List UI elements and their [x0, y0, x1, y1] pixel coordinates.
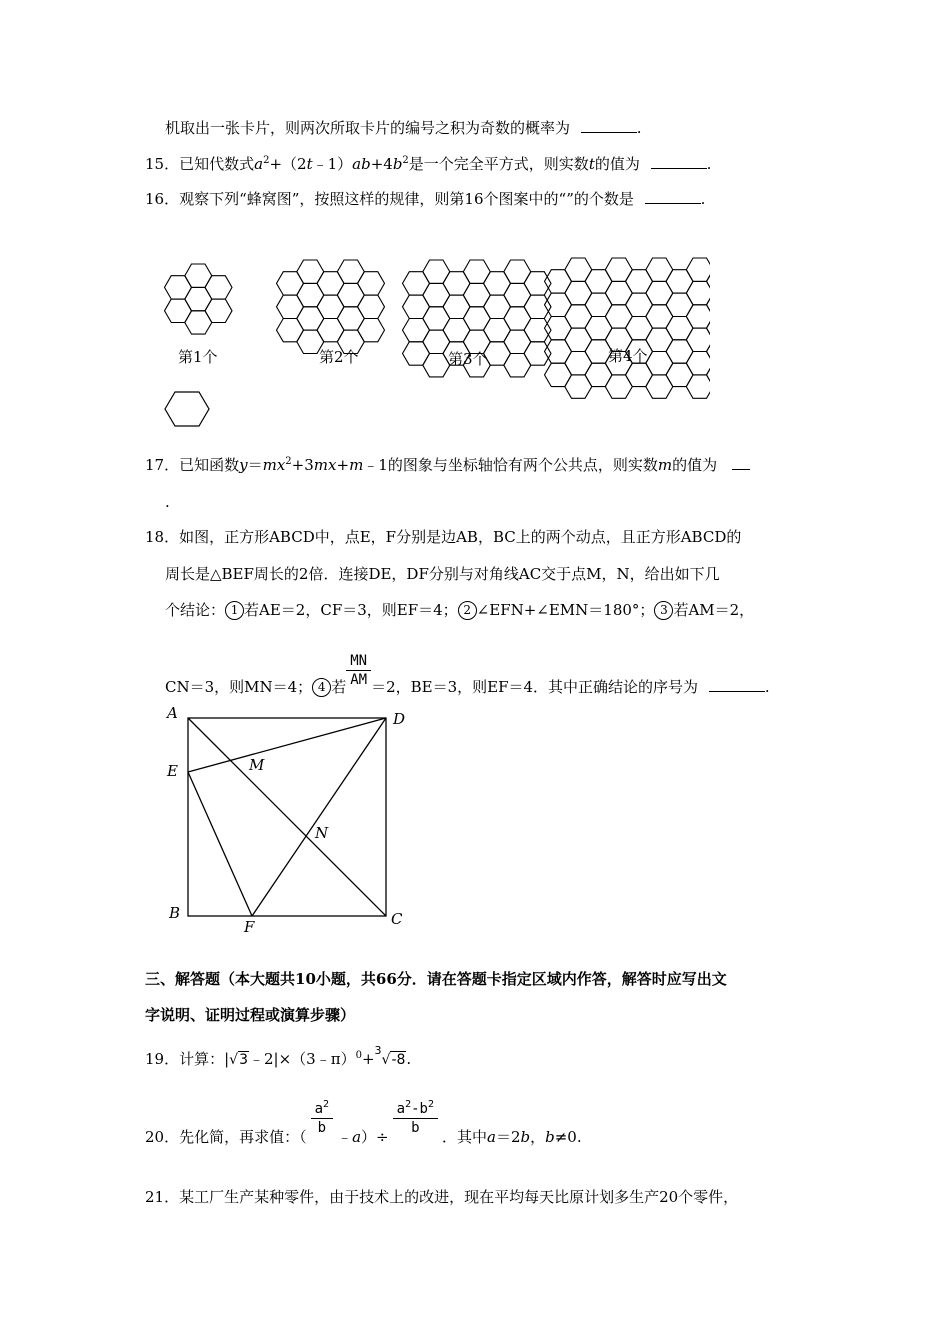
q16-number: 16．	[145, 190, 180, 208]
honeycomb-cell-fig3	[443, 295, 470, 318]
honeycomb-cell-fig4	[707, 270, 711, 293]
honeycomb-cell-fig3	[524, 342, 551, 365]
honeycomb-cell-fig4	[646, 305, 673, 328]
segment-de	[188, 718, 386, 772]
honeycomb-cell-fig4	[565, 375, 592, 398]
q17-text: 已知函数	[179, 456, 240, 474]
honeycomb-cell-fig4	[626, 363, 653, 386]
honeycomb-cell-fig3	[463, 260, 490, 283]
label-m: M	[249, 756, 265, 774]
honeycomb-cell-fig4	[646, 375, 673, 398]
honeycomb-cell-fig3	[423, 330, 450, 353]
question-20	[145, 1100, 582, 1162]
honeycomb-cell-fig3	[524, 319, 551, 342]
q18-line1	[145, 527, 741, 547]
q17-var-m: m	[349, 456, 364, 474]
f1-exp: 2	[323, 1099, 330, 1110]
label-a: A	[167, 704, 178, 722]
honeycomb-cell-fig2	[337, 283, 364, 306]
f2-minus-b: -b	[411, 1101, 428, 1117]
f2-exp2: 2	[427, 1099, 434, 1110]
honeycomb-cell-fig2	[277, 295, 304, 318]
honeycomb-cell-fig1	[185, 287, 212, 310]
q20-fraction2	[393, 1100, 438, 1137]
q19-number: 19．	[145, 1050, 180, 1068]
q18-text3c: ∠EFN+∠EMN＝180°；	[476, 601, 655, 619]
honeycomb-cell-fig2	[317, 295, 344, 318]
q14-continuation: 机取出一张卡片，则两次所取卡片的编号之积为奇数的概率为 .	[165, 119, 642, 137]
honeycomb-cell-fig2	[297, 307, 324, 330]
question-16: 16．观察下列“蜂窝图”，按照这样的规律，则第16个图案中的“”的个数是 .	[145, 190, 706, 208]
honeycomb-cell-fig4	[686, 352, 710, 375]
honeycomb-cell-fig4	[545, 363, 572, 386]
question-17: 17．已知函数$y=mx^2+3mx+m﹣1$的图象与坐标轴恰有两个公共点，则实数m的值为	[145, 455, 750, 475]
honeycomb-cell-fig4	[686, 328, 710, 351]
q18-number: 18．	[145, 528, 180, 546]
single-hexagon	[164, 391, 210, 427]
fraction-numerator: MN	[346, 652, 371, 671]
honeycomb-cell-fig3	[484, 342, 511, 365]
honeycomb-cell-fig4	[646, 328, 673, 351]
f2-exp1: 2	[405, 1099, 412, 1110]
honeycomb-cell-fig4	[585, 293, 612, 316]
honeycomb-cell-fig3	[504, 283, 531, 306]
circle-3: 3	[654, 601, 673, 620]
question-21	[145, 1187, 738, 1207]
q17-var-y: y	[239, 456, 248, 474]
caption-1: 第1个	[178, 348, 218, 366]
honeycomb-cell-fig3	[504, 307, 531, 330]
q20-fraction1	[311, 1100, 333, 1137]
honeycomb-cell-fig2	[358, 272, 385, 295]
honeycomb-cell-fig4	[707, 340, 711, 363]
q14-answer-blank[interactable]	[581, 118, 637, 133]
question-19	[145, 1045, 411, 1074]
honeycomb-cell-fig3	[524, 272, 551, 295]
f2-a: a	[396, 1101, 406, 1117]
q20-var-a2: a	[487, 1128, 496, 1146]
q18-text1: 如图，正方形ABCD中，点E，F分别是边AB，BC上的两个动点，且正方形ABCD的	[179, 528, 742, 546]
q17-answer-blank[interactable]	[732, 455, 750, 470]
q15-number: 15．	[145, 155, 180, 173]
honeycomb-cell-fig4	[605, 375, 632, 398]
honeycomb-cell-fig1	[185, 264, 212, 287]
q17-text5: ﹣1的图象与坐标轴恰有两个公共点，则实数	[363, 456, 658, 474]
caption-2: 第2个	[319, 348, 359, 366]
q21-number: 21．	[145, 1188, 180, 1206]
q20-text5: ＝2	[495, 1128, 521, 1146]
q18-text3d: 若AM＝2，	[673, 601, 755, 619]
q15-text5: 是一个完全平方式，则实数	[408, 155, 589, 173]
honeycomb-cell-fig3	[423, 307, 450, 330]
q18-text3a: 个结论：	[165, 601, 226, 619]
q20-fraction1-numerator	[311, 1100, 333, 1119]
honeycomb-cell-fig3	[504, 330, 531, 353]
honeycomb-cell-fig4	[626, 270, 653, 293]
q15-exp: 2	[263, 155, 270, 166]
honeycomb-cell-fig4	[686, 375, 710, 398]
honeycomb-cell-fig4	[605, 258, 632, 281]
honeycomb-figures	[150, 250, 710, 430]
q18-line2: 周长是△BEF周长的2倍．连接DE，DF分别与对角线AC交于点M，N，给出如下几	[165, 565, 720, 583]
honeycomb-cell-fig2	[358, 319, 385, 342]
honeycomb-cell-fig3	[423, 283, 450, 306]
q18-text4c: ＝2，BE＝3，则EF＝4．其中正确结论的序号为	[371, 678, 699, 696]
honeycomb-cell-fig3	[484, 272, 511, 295]
cube-root-index: 3	[374, 1044, 382, 1057]
honeycomb-cell-fig2	[297, 283, 324, 306]
honeycomb-cell-fig1	[205, 299, 232, 322]
honeycomb-cell-fig2	[358, 295, 385, 318]
honeycomb-cell-fig4	[626, 293, 653, 316]
honeycomb-cell-fig2	[337, 260, 364, 283]
q20-var-b: b	[520, 1128, 531, 1146]
honeycomb-cell-fig4	[646, 258, 673, 281]
honeycomb-cell-fig3	[403, 342, 430, 365]
q17-var-mx: mx	[262, 456, 286, 474]
diagonal-ac	[188, 718, 386, 916]
honeycomb-cell-fig3	[403, 295, 430, 318]
q15-text2: +（2	[269, 155, 307, 173]
q20-text4: ．其中	[441, 1128, 487, 1146]
honeycomb-cell-fig4	[666, 363, 693, 386]
honeycomb-cell-fig4	[605, 305, 632, 328]
q18-answer-blank[interactable]	[709, 677, 765, 692]
honeycomb-cell-fig4	[666, 293, 693, 316]
label-b: B	[169, 904, 181, 922]
honeycomb-cell-fig1	[165, 299, 192, 322]
honeycomb-cell-fig3	[504, 354, 531, 377]
caption-3: 第3个	[448, 350, 488, 368]
q15-var-t2: t	[588, 155, 595, 173]
q20-fraction1-denominator: b	[317, 1120, 327, 1136]
q20-fraction2-denominator: b	[411, 1120, 420, 1136]
q17-var-m2: m	[657, 456, 673, 474]
caption-4: 第4个	[608, 347, 648, 365]
q15-text: 已知代数式	[179, 155, 255, 173]
label-e: E	[167, 762, 178, 780]
sqrt-radicand: 3	[239, 1052, 248, 1068]
fraction-denominator: AM	[350, 672, 368, 688]
label-f: F	[244, 918, 255, 936]
honeycomb-cell-fig2	[317, 272, 344, 295]
honeycomb-cell-fig4	[565, 352, 592, 375]
honeycomb-cell-fig4	[565, 305, 592, 328]
honeycomb-cell-fig4	[565, 281, 592, 304]
honeycomb-cell-fig3	[423, 260, 450, 283]
question-15: 15．已知代数式$a^2+(2t﹣1)ab+4b^2$是一个完全平方式，则实数t的值为 .	[145, 155, 712, 173]
q14-text: 机取出一张卡片，则两次所取卡片的编号之积为奇数的概率为	[165, 119, 571, 137]
q19-text1: 计算：|	[179, 1050, 230, 1068]
q21-text: 某工厂生产某种零件，由于技术上的改进，现在平均每天比原计划多生产20个零件，	[179, 1188, 739, 1206]
q17-text3: +3	[291, 456, 314, 474]
honeycomb-cell-fig3	[484, 295, 511, 318]
q20-var-b2: b	[545, 1128, 555, 1146]
q19-text2: ﹣2|×（3﹣π）	[249, 1050, 356, 1068]
honeycomb-cell-fig4	[545, 340, 572, 363]
q17-text4: +	[336, 456, 350, 474]
q17-var-mx2: mx	[313, 456, 337, 474]
q20-text2: ﹣	[337, 1128, 353, 1146]
q20-text1: 先化简，再求值：（	[179, 1128, 307, 1146]
cube-root-neg8: $^3$√-8	[374, 1044, 406, 1068]
honeycomb-cell-fig4	[686, 305, 710, 328]
q15-text4: +4	[370, 155, 393, 173]
honeycomb-cell-fig4	[686, 281, 710, 304]
label-d: D	[393, 710, 406, 728]
q17-text6: 的值为	[672, 456, 718, 474]
honeycomb-cell-fig3	[463, 283, 490, 306]
q20-var-a: a	[352, 1128, 362, 1146]
q18-text4a: CN＝3，则MN＝4；	[165, 678, 313, 696]
q15-text6: 的值为	[594, 155, 640, 173]
square-svg	[160, 700, 420, 940]
circle-2: 2	[458, 601, 477, 620]
honeycomb-cell-fig4	[585, 270, 612, 293]
q19-text3: +	[361, 1050, 375, 1068]
q18-text4b: 若	[331, 678, 347, 696]
honeycomb-cell-fig4	[707, 317, 711, 340]
honeycomb-cell-fig3	[504, 260, 531, 283]
cube-root-radicand: -8	[391, 1052, 406, 1068]
q19-exp-zero: 0	[355, 1050, 362, 1061]
q20-fraction2-numerator	[393, 1100, 438, 1119]
section3-header-line2: 字说明、证明过程或演算步骤）	[145, 1006, 356, 1024]
honeycomb-cell-fig4	[646, 281, 673, 304]
honeycomb-cell-fig2	[277, 272, 304, 295]
section3-header-line1: 三、解答题（本大题共10小题，共66分．请在答题卡指定区域内作答，解答时应写出文	[145, 970, 727, 988]
honeycomb-cell-fig4	[646, 352, 673, 375]
honeycomb-cell-fig4	[545, 293, 572, 316]
honeycomb-cell-fig4	[666, 270, 693, 293]
honeycomb-cell-fig2	[297, 260, 324, 283]
q18-period: .	[764, 678, 770, 696]
q18-fraction	[346, 652, 371, 689]
q17-number: 17．	[145, 456, 180, 474]
honeycomb-cell-fig2	[337, 307, 364, 330]
honeycomb-cell-fig4	[565, 258, 592, 281]
q20-text7: ≠0.	[554, 1128, 582, 1146]
honeycomb-cell-fig4	[605, 281, 632, 304]
q17-text2: ＝	[247, 456, 263, 474]
label-c: C	[391, 910, 403, 928]
q20-text3: ）÷	[361, 1128, 389, 1146]
q15-exp2: 2	[402, 155, 409, 166]
honeycomb-svg	[150, 250, 710, 430]
q20-text6: ，	[530, 1128, 546, 1146]
hexagon-icon	[165, 392, 209, 426]
q18-text3b: 若AE＝2，CF＝3，则EF＝4；	[244, 601, 458, 619]
honeycomb-cell-fig4	[707, 293, 711, 316]
segment-df	[252, 718, 386, 916]
honeycomb-cell-fig1	[185, 311, 212, 334]
honeycomb-cell-fig3	[443, 272, 470, 295]
q19-text4: .	[406, 1050, 412, 1068]
honeycomb-cell-fig4	[545, 270, 572, 293]
q20-number: 20．	[145, 1128, 180, 1146]
sqrt-3: √3	[229, 1052, 248, 1068]
honeycomb-cell-fig3	[403, 272, 430, 295]
honeycomb-cell-fig4	[585, 363, 612, 386]
label-n: N	[315, 824, 329, 842]
honeycomb-cell-fig3	[524, 295, 551, 318]
segment-ef	[188, 772, 252, 916]
q15-var-t: t	[306, 155, 313, 173]
q15-text3: ﹣1）	[312, 155, 353, 173]
honeycomb-cell-fig3	[423, 354, 450, 377]
honeycomb-cell-fig1	[205, 276, 232, 299]
q18-line3	[165, 600, 754, 620]
honeycomb-cell-fig4	[707, 363, 711, 386]
q15-answer-blank[interactable]	[651, 154, 707, 169]
honeycomb-cell-fig4	[666, 340, 693, 363]
q15-var-b: b	[392, 155, 403, 173]
honeycomb-cell-fig1	[165, 276, 192, 299]
square-figure	[160, 700, 420, 940]
q16-answer-blank[interactable]	[645, 189, 701, 204]
q17-period: .	[165, 493, 170, 511]
q15-var-a: a	[254, 155, 264, 173]
q16-text: 观察下列“蜂窝图”，按照这样的规律，则第16个图案中的“”的个数是	[179, 190, 634, 208]
honeycomb-cell-fig4	[686, 258, 710, 281]
circle-4: 4	[312, 678, 331, 697]
q15-var-ab: ab	[352, 155, 371, 173]
circle-1: 1	[225, 601, 244, 620]
honeycomb-cell-fig3	[463, 307, 490, 330]
honeycomb-cell-fig4	[565, 328, 592, 351]
f1-a: a	[314, 1101, 324, 1117]
